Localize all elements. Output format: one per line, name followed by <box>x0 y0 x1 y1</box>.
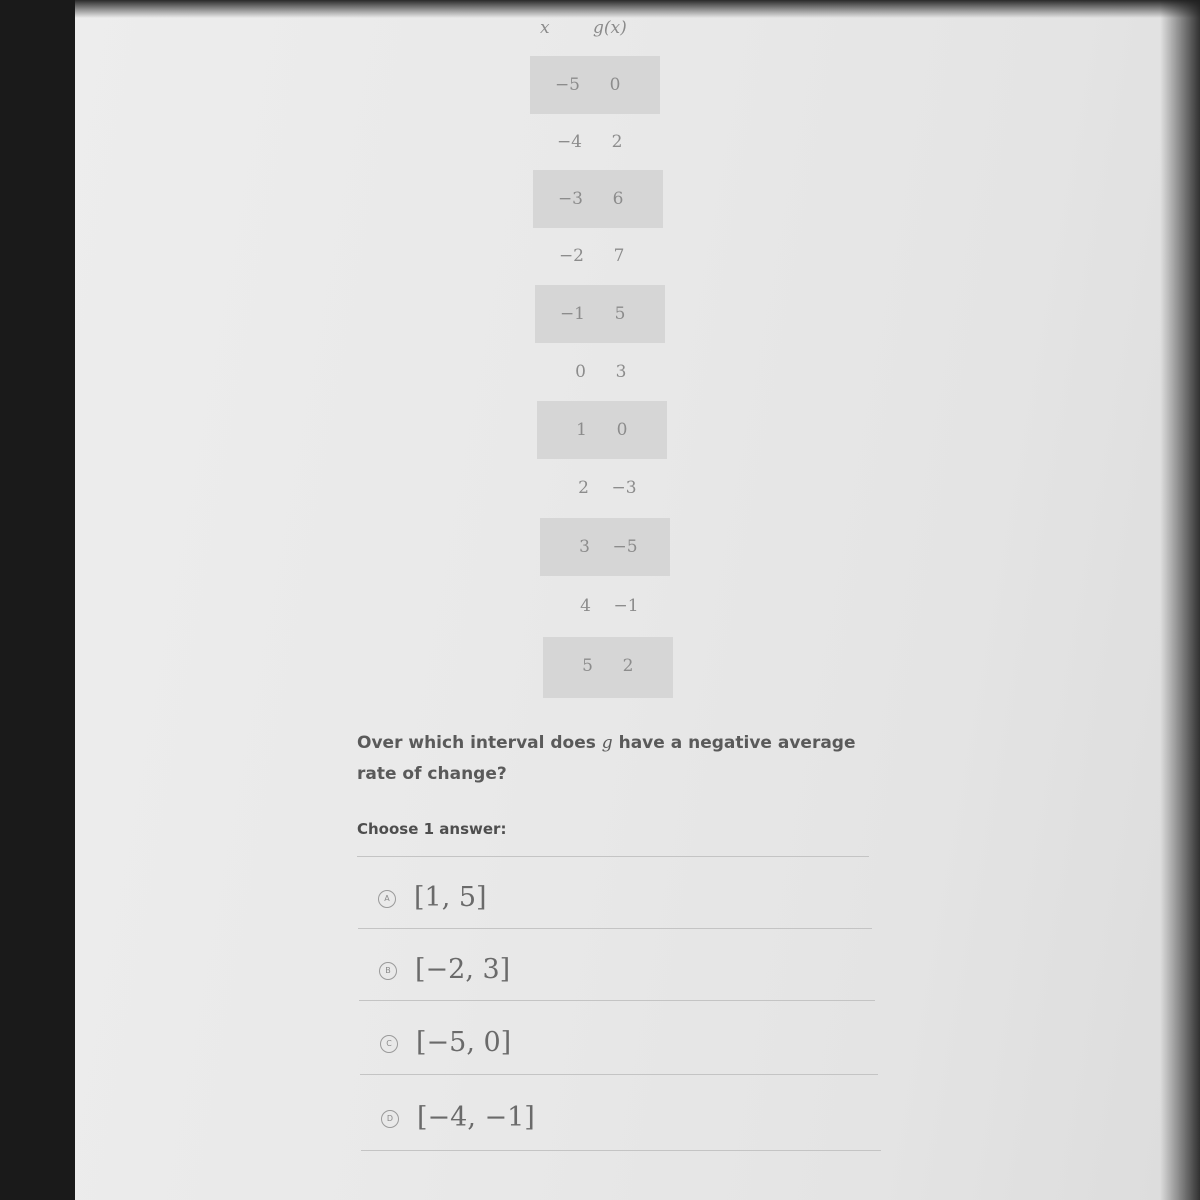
divider <box>357 856 869 857</box>
table-header-x: x <box>540 18 550 38</box>
answer-option-text: [1, 5] <box>414 882 487 913</box>
table-cell-x: −2 <box>558 246 584 266</box>
table-row <box>539 459 669 517</box>
table-cell-g: 5 <box>614 304 626 324</box>
table-row <box>530 56 660 114</box>
question-part1: Over which interval does <box>357 733 602 753</box>
table-cell-x: −1 <box>559 304 585 324</box>
table-cell-x: −5 <box>554 75 580 95</box>
table-row <box>532 113 662 171</box>
table-row <box>540 518 670 576</box>
question-variable: g <box>601 733 613 753</box>
divider <box>360 1074 878 1075</box>
table-cell-x: 1 <box>576 420 587 440</box>
radio-d[interactable]: D <box>381 1110 399 1128</box>
table-cell-x: −3 <box>557 189 583 209</box>
table-row <box>536 343 666 401</box>
table-cell-g: 2 <box>622 656 634 676</box>
screen-right-edge <box>1160 0 1200 1200</box>
table-cell-g: −5 <box>612 537 638 557</box>
table-cell-g: −1 <box>613 596 639 616</box>
answer-option-text: [−4, −1] <box>417 1102 535 1133</box>
table-cell-g: 0 <box>616 420 628 440</box>
table-row <box>537 401 667 459</box>
answer-option-d[interactable] <box>375 1088 895 1148</box>
radio-a[interactable]: A <box>378 890 396 908</box>
table-cell-g: 7 <box>613 246 625 266</box>
answer-option-b[interactable] <box>373 940 893 1000</box>
table-cell-g: 2 <box>611 132 623 152</box>
table-cell-x: 3 <box>579 537 590 557</box>
answer-option-text: [−2, 3] <box>415 954 511 985</box>
table-cell-g: 3 <box>615 362 627 382</box>
answer-option-c[interactable] <box>374 1013 894 1073</box>
table-cell-x: −4 <box>556 132 582 152</box>
table-header <box>530 16 670 46</box>
divider <box>359 1000 875 1001</box>
divider <box>361 1150 881 1151</box>
table-cell-g: −3 <box>611 478 637 498</box>
choose-label: Choose 1 answer: <box>357 820 507 838</box>
radio-c[interactable]: C <box>380 1035 398 1053</box>
table-cell-g: 0 <box>609 75 621 95</box>
table-cell-x: 2 <box>578 478 589 498</box>
question-part2: have a negative average rate of change? <box>357 733 856 784</box>
table-row <box>535 285 665 343</box>
table-row <box>541 577 671 635</box>
table-cell-x: 5 <box>582 656 593 676</box>
table-cell-x: 0 <box>575 362 586 382</box>
table-row <box>543 637 673 698</box>
table-cell-x: 4 <box>580 596 591 616</box>
table-cell-g: 6 <box>612 189 624 209</box>
radio-b[interactable]: B <box>379 962 397 980</box>
table-row <box>534 227 664 285</box>
question-text <box>357 728 877 790</box>
divider <box>358 928 872 929</box>
table-header-g: g(x) <box>593 18 627 38</box>
answer-option-a[interactable] <box>372 868 892 928</box>
answer-option-text: [−5, 0] <box>416 1027 512 1058</box>
table-row <box>533 170 663 228</box>
